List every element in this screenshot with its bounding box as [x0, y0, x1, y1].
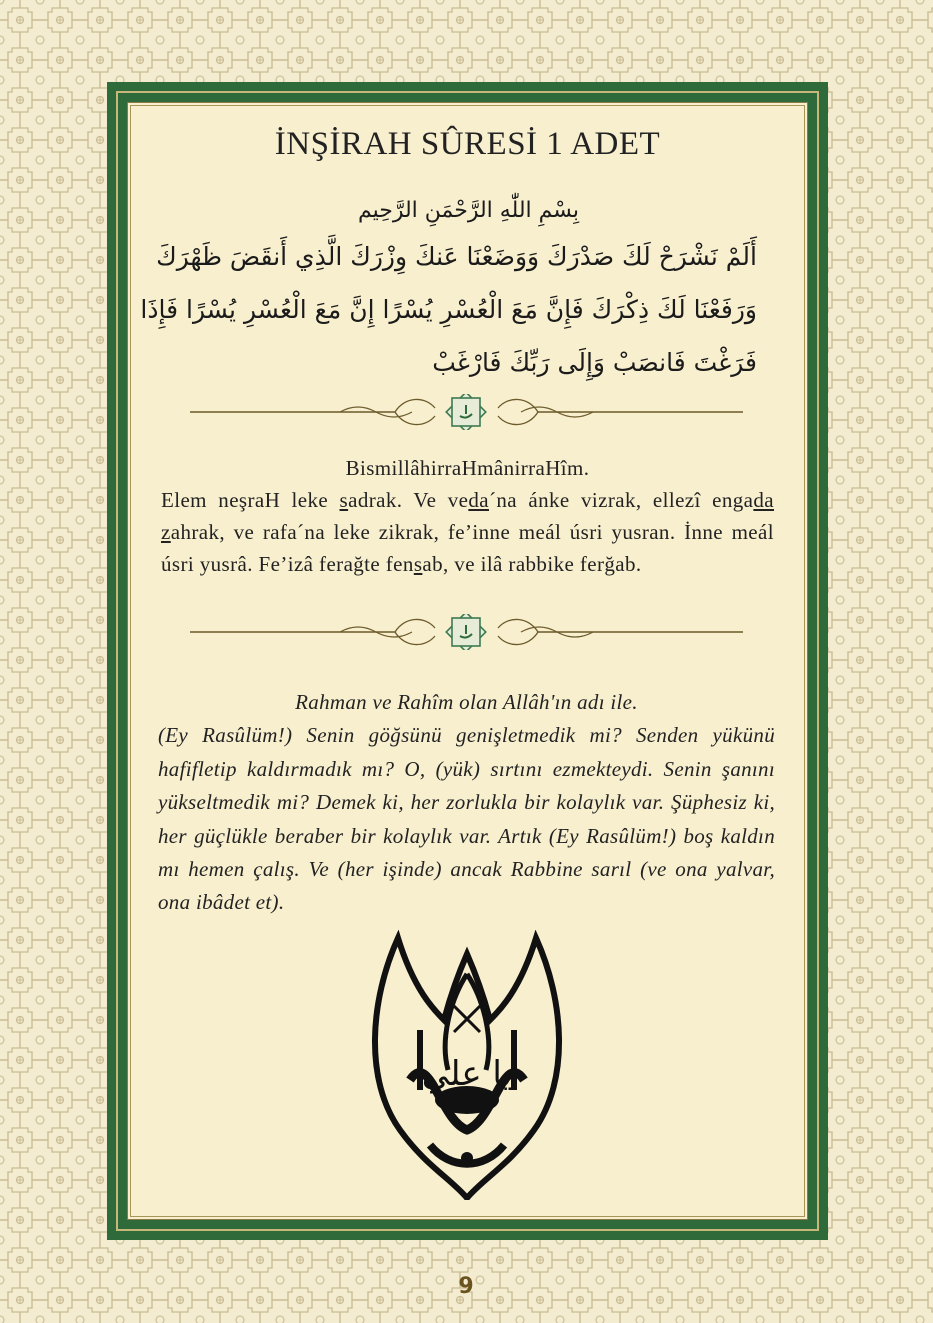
svg-text:يا علي: يا علي	[421, 1054, 513, 1094]
transliteration-text	[161, 484, 774, 580]
underlined-letter: da	[468, 488, 489, 512]
arabic-line: وَرَفَعْنَا لَكَ ذِكْرَكَ فَإِنَّ مَعَ الْعُسْرِ يُسْرًا إِنَّ مَعَ الْعُسْرِ يُسْرًا فَإِذَا	[140, 295, 757, 324]
page-number: 9	[458, 1274, 474, 1299]
underlined-letter: s	[339, 488, 349, 512]
text-run: adrak. Ve ve	[348, 488, 469, 512]
meaning-text: (Ey Rasûlüm!) Senin göğsünü genişletmedik mi? Senden yükünü hafifletip kaldırmadık mı? O, (yük) sırtını ezmekteydi. Senin şanını yükseltmedik mi? Demek ki, her zorlukla bir kolaylık var. Şüphesiz ki, her güçlükle beraber bir kolaylık var. Artık (Ey Rasûlüm!) boş kaldın mı hemen çalış. Ve (her işinde) ancak Rabbine sarıl (ve ona yalvar, ona ibâdet et).	[158, 723, 775, 915]
meaning-block	[158, 686, 775, 920]
text-run: ´na ánke vizrak, ellezî enga	[488, 488, 754, 512]
transliteration-basmala: BismillâhirraHmânirraHîm.	[345, 456, 590, 480]
ornamental-divider-icon	[190, 614, 743, 650]
text-run: ab, ve ilâ rabbike ferğab.	[422, 552, 642, 576]
page-title: İNŞİRAH SÛRESİ 1 ADET	[274, 126, 661, 162]
transliteration-block	[161, 452, 774, 580]
text-run: Elem neşraH leke	[161, 488, 340, 512]
text-run: ahrak, ve rafa´na leke zikrak, fe’inne meál úsri yusran. İnne meál úsri yusrâ. Fe’izâ ferağte fen	[161, 520, 774, 576]
ornamental-divider-icon	[190, 394, 743, 430]
underlined-letter: z	[161, 520, 171, 544]
arabic-line: أَلَمْ نَشْرَحْ لَكَ صَدْرَكَ وَوَضَعْنَا عَنكَ وِزْرَكَ الَّذِي أَنقَضَ ظَهْرَكَ	[156, 242, 757, 271]
arabic-line: فَرَغْتَ فَانصَبْ وَإِلَى رَبِّكَ فَارْغَبْ	[432, 348, 757, 377]
arabic-basmala: بِسْمِ اللّٰهِ الرَّحْمَنِ الرَّحِيم	[357, 198, 580, 223]
underlined-letter: s	[413, 552, 423, 576]
tulip-calligraphy-icon	[370, 930, 564, 1200]
arabic-text-block	[140, 192, 757, 389]
meaning-basmala: Rahman ve Rahîm olan Allâh'ın adı ile.	[295, 690, 638, 714]
underlined-letter: da	[753, 488, 774, 512]
